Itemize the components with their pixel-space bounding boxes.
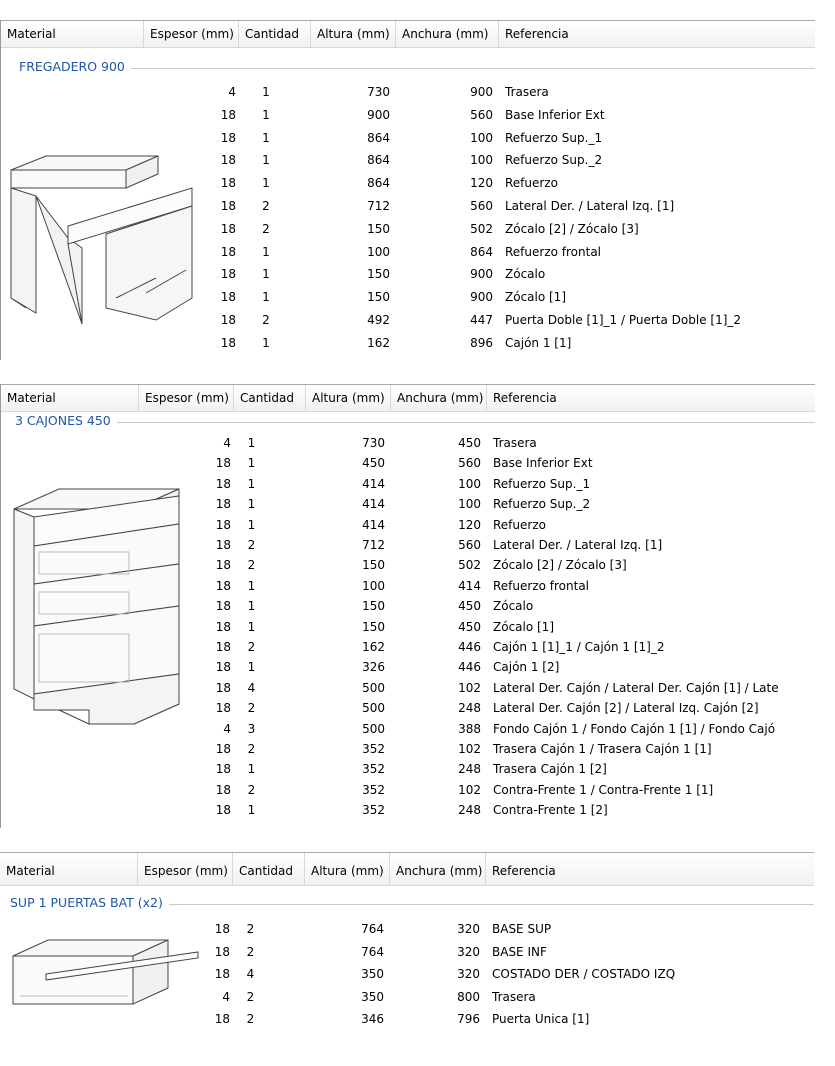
cell-espesor: 18 xyxy=(215,762,231,777)
cell-referencia: Trasera Cajón 1 [2] xyxy=(493,762,607,777)
cell-referencia: Puerta Doble [1]_1 / Puerta Doble [1]_2 xyxy=(505,313,742,327)
cell-cantidad: 1 xyxy=(247,517,256,532)
cell-altura: 100 xyxy=(362,578,385,593)
cell-espesor: 18 xyxy=(215,456,231,471)
cell-anchura: 502 xyxy=(458,558,481,573)
cell-altura: 326 xyxy=(362,660,385,675)
group-separator xyxy=(19,68,815,69)
cell-anchura: 102 xyxy=(458,680,481,695)
cell-cantidad: 4 xyxy=(247,680,256,695)
col-header-anchura[interactable]: Anchura (mm) xyxy=(390,853,486,885)
cell-referencia: Contra-Frente 1 / Contra-Frente 1 [1] xyxy=(493,782,714,797)
cell-espesor: 18 xyxy=(215,476,231,491)
cell-referencia: Refuerzo Sup._1 xyxy=(505,130,603,145)
cell-cantidad: 2 xyxy=(247,558,256,573)
table-row[interactable] xyxy=(1,678,815,698)
cell-espesor: 18 xyxy=(214,967,230,982)
cell-referencia: Trasera Cajón 1 / Trasera Cajón 1 [1] xyxy=(493,742,712,756)
table-row[interactable] xyxy=(1,241,815,264)
cell-referencia: Fondo Cajón 1 / Fondo Cajón 1 [1] / Fondo Cajó xyxy=(493,721,776,736)
cell-referencia: Refuerzo xyxy=(505,176,558,191)
cell-espesor: 18 xyxy=(220,130,236,145)
cell-cantidad: 2 xyxy=(262,313,270,327)
cell-referencia: Lateral Der. Cajón [2] / Lateral Izq. Cajón [2] xyxy=(493,701,759,716)
cell-espesor: 18 xyxy=(220,335,236,350)
cell-altura: 352 xyxy=(362,803,385,818)
table-row[interactable] xyxy=(1,555,815,575)
cell-anchura: 450 xyxy=(458,599,481,614)
cell-altura: 150 xyxy=(362,619,385,634)
cell-altura: 500 xyxy=(362,721,385,736)
cell-cantidad: 2 xyxy=(246,1012,255,1027)
cell-referencia: Zócalo [2] / Zócalo [3] xyxy=(493,558,627,573)
cell-espesor: 4 xyxy=(223,721,231,736)
cell-anchura: 446 xyxy=(458,640,481,654)
cell-referencia: Lateral Der. / Lateral Izq. [1] xyxy=(505,199,675,213)
column-header-row xyxy=(1,20,815,48)
cell-espesor: 18 xyxy=(215,619,231,634)
cell-cantidad: 2 xyxy=(262,199,270,213)
cell-espesor: 18 xyxy=(214,944,230,959)
cell-cantidad: 1 xyxy=(247,619,256,634)
cell-espesor: 18 xyxy=(215,701,231,716)
cell-cantidad: 1 xyxy=(247,436,256,450)
cell-espesor: 4 xyxy=(222,989,230,1004)
cell-anchura: 450 xyxy=(458,619,481,634)
table-row[interactable] xyxy=(1,759,815,779)
cell-anchura: 102 xyxy=(458,742,481,756)
cell-espesor: 18 xyxy=(215,742,231,756)
cell-cantidad: 2 xyxy=(246,944,255,959)
cell-referencia: Refuerzo Sup._2 xyxy=(493,497,591,512)
cell-anchura: 320 xyxy=(457,967,480,982)
cell-espesor: 18 xyxy=(215,578,231,593)
table-row[interactable] xyxy=(1,800,815,820)
cell-altura: 352 xyxy=(362,742,385,756)
col-header-anchura[interactable]: Anchura (mm) xyxy=(391,385,487,411)
cell-cantidad: 1 xyxy=(262,130,270,145)
col-header-espesor[interactable]: Espesor (mm) xyxy=(138,853,233,885)
cell-referencia: Trasera xyxy=(505,85,549,99)
cell-anchura: 560 xyxy=(458,538,481,552)
cell-cantidad: 1 xyxy=(262,335,270,350)
cell-referencia: Cajón 1 [1] xyxy=(505,335,572,350)
cell-espesor: 18 xyxy=(215,680,231,695)
cell-cantidad: 1 xyxy=(247,803,256,818)
cell-cantidad: 1 xyxy=(247,456,256,471)
cell-referencia: Zócalo [2] / Zócalo [3] xyxy=(505,221,639,236)
cell-espesor: 18 xyxy=(215,497,231,512)
table-row[interactable] xyxy=(1,494,815,514)
cell-referencia: Lateral Der. / Lateral Izq. [1] xyxy=(493,538,663,552)
cell-altura: 150 xyxy=(367,221,390,236)
table-row[interactable] xyxy=(1,81,815,104)
cell-anchura: 320 xyxy=(457,922,480,936)
cell-espesor: 18 xyxy=(214,1012,230,1027)
cell-espesor: 18 xyxy=(220,267,236,282)
cell-cantidad: 2 xyxy=(246,922,255,936)
cell-anchura: 102 xyxy=(458,782,481,797)
cell-altura: 150 xyxy=(367,290,390,305)
cell-anchura: 450 xyxy=(458,436,481,450)
table-row[interactable] xyxy=(1,637,815,657)
table-row[interactable] xyxy=(1,195,815,218)
cell-cantidad: 2 xyxy=(262,221,270,236)
cell-altura: 492 xyxy=(367,313,390,327)
cell-referencia: Contra-Frente 1 [2] xyxy=(493,803,608,818)
cell-altura: 150 xyxy=(367,267,390,282)
cell-anchura: 414 xyxy=(458,578,481,593)
cell-espesor: 18 xyxy=(215,538,231,552)
cell-espesor: 18 xyxy=(220,153,236,168)
col-header-espesor[interactable]: Espesor (mm) xyxy=(144,21,239,47)
cell-anchura: 388 xyxy=(458,721,481,736)
cell-referencia: Cajón 1 [1]_1 / Cajón 1 [1]_2 xyxy=(493,640,665,654)
cell-cantidad: 1 xyxy=(247,762,256,777)
cell-altura: 900 xyxy=(367,107,390,122)
cell-espesor: 18 xyxy=(220,313,236,327)
cell-cantidad: 2 xyxy=(246,989,255,1004)
col-header-material[interactable]: Material xyxy=(0,853,138,885)
table-row[interactable] xyxy=(0,986,814,1009)
table-row[interactable] xyxy=(1,127,815,150)
cell-cantidad: 2 xyxy=(247,538,256,552)
cell-espesor: 4 xyxy=(228,85,236,99)
cell-referencia: Lateral Der. Cajón / Lateral Der. Cajón [1] / Late xyxy=(493,680,779,695)
cell-altura: 414 xyxy=(362,517,385,532)
table-row[interactable] xyxy=(1,172,815,195)
col-header-cantidad[interactable]: Cantidad xyxy=(233,853,305,885)
cell-cantidad: 4 xyxy=(246,967,255,982)
cell-referencia: Trasera xyxy=(493,436,537,450)
cell-anchura: 900 xyxy=(470,85,493,99)
group-title[interactable]: FREGADERO 900 xyxy=(19,59,131,74)
cell-referencia: Base Inferior Ext xyxy=(493,456,593,471)
table-row[interactable] xyxy=(1,309,815,332)
cell-altura: 764 xyxy=(361,944,384,959)
cell-anchura: 248 xyxy=(458,701,481,716)
cell-espesor: 18 xyxy=(215,558,231,573)
panel-sup-1-puertas-bat xyxy=(0,852,814,1066)
cell-cantidad: 2 xyxy=(247,782,256,797)
cell-altura: 352 xyxy=(362,782,385,797)
cell-anchura: 796 xyxy=(457,1012,480,1027)
cell-cantidad: 1 xyxy=(262,153,270,168)
cell-referencia: Refuerzo frontal xyxy=(493,578,590,593)
cell-anchura: 120 xyxy=(470,176,493,191)
col-header-material[interactable]: Material xyxy=(1,385,139,411)
cell-espesor: 18 xyxy=(215,599,231,614)
col-header-material[interactable]: Material xyxy=(1,21,144,47)
col-header-referencia[interactable]: Referencia xyxy=(505,27,569,41)
table-row[interactable] xyxy=(1,218,815,241)
cell-referencia: Zócalo xyxy=(493,599,534,614)
cell-cantidad: 3 xyxy=(247,721,256,736)
cell-anchura: 447 xyxy=(470,313,493,327)
cell-referencia: BASE INF xyxy=(492,944,547,959)
cell-anchura: 100 xyxy=(458,497,481,512)
table-row[interactable] xyxy=(1,474,815,494)
cell-anchura: 896 xyxy=(470,335,493,350)
table-row[interactable] xyxy=(1,698,815,718)
cell-cantidad: 2 xyxy=(247,701,256,716)
cell-anchura: 100 xyxy=(458,476,481,491)
cell-espesor: 18 xyxy=(220,290,236,305)
cell-referencia: COSTADO DER / COSTADO IZQ xyxy=(492,967,676,982)
table-row[interactable] xyxy=(1,263,815,286)
cell-referencia: Zócalo xyxy=(505,267,546,282)
cell-anchura: 446 xyxy=(458,660,481,675)
cell-altura: 414 xyxy=(362,497,385,512)
col-header-altura[interactable]: Altura (mm) xyxy=(305,853,390,885)
cell-referencia: Puerta Unica [1] xyxy=(492,1012,590,1027)
table-row[interactable] xyxy=(1,617,815,637)
column-header-row xyxy=(1,384,815,412)
table-row[interactable] xyxy=(1,739,815,759)
cell-espesor: 18 xyxy=(220,107,236,122)
table-row[interactable] xyxy=(1,719,815,739)
column-header-row xyxy=(0,852,814,886)
cell-anchura: 560 xyxy=(470,199,493,213)
cell-altura: 864 xyxy=(367,176,390,191)
cell-referencia: Trasera xyxy=(492,989,536,1004)
col-header-altura[interactable]: Altura (mm) xyxy=(306,385,391,411)
cell-cantidad: 2 xyxy=(247,640,256,654)
table-row[interactable] xyxy=(1,596,815,616)
col-header-cantidad[interactable]: Cantidad xyxy=(234,385,306,411)
cell-referencia: Refuerzo xyxy=(493,517,546,532)
cell-altura: 162 xyxy=(362,640,385,654)
group-title[interactable]: 3 CAJONES 450 xyxy=(15,413,117,428)
table-row[interactable] xyxy=(1,535,815,555)
cell-anchura: 248 xyxy=(458,762,481,777)
col-header-cantidad[interactable]: Cantidad xyxy=(239,21,311,47)
cell-cantidad: 1 xyxy=(247,599,256,614)
table-row[interactable] xyxy=(1,657,815,677)
cell-anchura: 502 xyxy=(470,221,493,236)
cell-altura: 712 xyxy=(367,199,390,213)
cell-anchura: 864 xyxy=(470,244,493,259)
cell-cantidad: 1 xyxy=(262,267,270,282)
cell-altura: 162 xyxy=(367,335,390,350)
cell-altura: 100 xyxy=(367,244,390,259)
cell-cantidad: 1 xyxy=(262,85,270,99)
group-separator xyxy=(15,422,815,423)
cell-altura: 414 xyxy=(362,476,385,491)
cell-altura: 350 xyxy=(361,967,384,982)
table-row[interactable] xyxy=(1,576,815,596)
cell-anchura: 100 xyxy=(470,130,493,145)
cell-cantidad: 1 xyxy=(262,290,270,305)
cell-referencia: Refuerzo frontal xyxy=(505,244,602,259)
cell-espesor: 18 xyxy=(215,640,231,654)
col-header-referencia[interactable]: Referencia xyxy=(492,864,556,878)
cell-altura: 712 xyxy=(362,538,385,552)
table-row[interactable] xyxy=(1,780,815,800)
cell-anchura: 560 xyxy=(458,456,481,471)
cell-referencia: Base Inferior Ext xyxy=(505,107,605,122)
cell-referencia: BASE SUP xyxy=(492,922,552,936)
col-header-altura[interactable]: Altura (mm) xyxy=(311,21,396,47)
cell-referencia: Zócalo [1] xyxy=(493,619,555,634)
cell-referencia: Cajón 1 [2] xyxy=(493,660,560,675)
cell-altura: 346 xyxy=(361,1012,384,1027)
cell-anchura: 560 xyxy=(470,107,493,122)
cell-altura: 500 xyxy=(362,680,385,695)
cell-espesor: 18 xyxy=(215,660,231,675)
cell-anchura: 320 xyxy=(457,944,480,959)
cell-cantidad: 2 xyxy=(247,742,256,756)
cell-espesor: 18 xyxy=(215,782,231,797)
cell-referencia: Refuerzo Sup._2 xyxy=(505,153,603,168)
cell-altura: 864 xyxy=(367,130,390,145)
cell-altura: 150 xyxy=(362,558,385,573)
cell-cantidad: 1 xyxy=(262,244,270,259)
col-header-referencia[interactable]: Referencia xyxy=(493,391,557,405)
cell-espesor: 18 xyxy=(220,199,236,213)
cell-anchura: 800 xyxy=(457,989,480,1004)
cell-altura: 150 xyxy=(362,599,385,614)
cell-altura: 350 xyxy=(361,989,384,1004)
table-row[interactable] xyxy=(1,332,815,355)
cell-espesor: 18 xyxy=(220,221,236,236)
cell-anchura: 900 xyxy=(470,290,493,305)
cell-cantidad: 1 xyxy=(247,578,256,593)
cell-espesor: 18 xyxy=(220,176,236,191)
group-title[interactable]: SUP 1 PUERTAS BAT (x2) xyxy=(10,895,169,910)
cell-cantidad: 1 xyxy=(247,660,256,675)
cell-altura: 764 xyxy=(361,922,384,936)
table-row[interactable] xyxy=(1,453,815,473)
cell-anchura: 248 xyxy=(458,803,481,818)
table-row[interactable] xyxy=(1,286,815,309)
col-header-anchura[interactable]: Anchura (mm) xyxy=(396,21,499,47)
cell-altura: 500 xyxy=(362,701,385,716)
panel-3-cajones-450 xyxy=(0,384,815,828)
table-row[interactable] xyxy=(0,963,814,986)
table-row[interactable] xyxy=(1,104,815,127)
table-row[interactable] xyxy=(1,149,815,172)
cell-espesor: 18 xyxy=(220,244,236,259)
panel-fregadero-900 xyxy=(0,20,815,360)
cell-anchura: 120 xyxy=(458,517,481,532)
table-row[interactable] xyxy=(1,433,815,453)
cell-referencia: Zócalo [1] xyxy=(505,290,567,305)
cell-altura: 450 xyxy=(362,456,385,471)
cell-espesor: 18 xyxy=(214,922,230,936)
cell-altura: 730 xyxy=(362,436,385,450)
cell-cantidad: 1 xyxy=(247,497,256,512)
table-row[interactable] xyxy=(0,1008,814,1031)
cell-espesor: 4 xyxy=(223,436,231,450)
cell-anchura: 100 xyxy=(470,153,493,168)
cell-altura: 864 xyxy=(367,153,390,168)
table-row[interactable] xyxy=(0,941,814,964)
cell-cantidad: 1 xyxy=(247,476,256,491)
cell-cantidad: 1 xyxy=(262,107,270,122)
cell-espesor: 18 xyxy=(215,803,231,818)
table-row[interactable] xyxy=(1,515,815,535)
cell-altura: 730 xyxy=(367,85,390,99)
cell-espesor: 18 xyxy=(215,517,231,532)
cell-referencia: Refuerzo Sup._1 xyxy=(493,476,591,491)
cell-anchura: 900 xyxy=(470,267,493,282)
cell-altura: 352 xyxy=(362,762,385,777)
col-header-espesor[interactable]: Espesor (mm) xyxy=(139,385,234,411)
table-row[interactable] xyxy=(0,918,814,941)
cell-cantidad: 1 xyxy=(262,176,270,191)
